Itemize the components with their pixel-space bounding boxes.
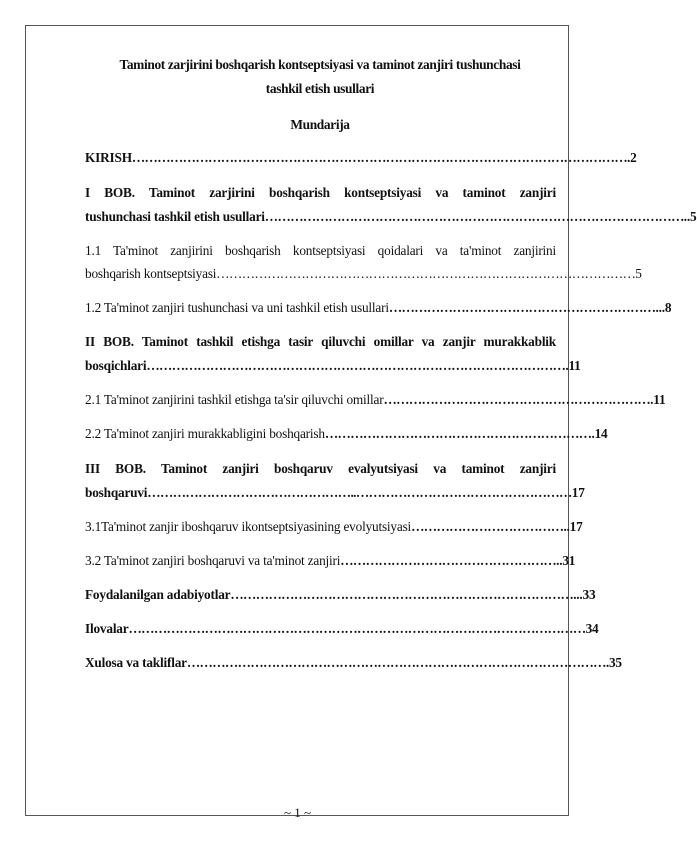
toc-entry-label: 1.2 Ta'minot zanjiri tushunchasi va uni tashkil etish usullari	[85, 300, 389, 315]
toc-entry-1-1[interactable]	[85, 266, 642, 282]
toc-page-number: .2	[627, 150, 637, 165]
dot-leader: …………………………………………..……………………………………………	[147, 485, 572, 500]
toc-entry-label: 3.2 Ta'minot zanjiri boshqaruvi va ta'minot zanjiri	[85, 553, 341, 568]
toc-entry-conclusion[interactable]	[85, 655, 622, 671]
toc-entry-label: Ilovalar	[85, 621, 129, 636]
toc-entry-label: boshqarish kontseptsiyasi	[85, 266, 217, 281]
toc-page-number: 34	[585, 621, 599, 636]
toc-entry-label: Xulosa va takliflar	[85, 655, 187, 670]
dot-leader: ……………………………………………	[340, 553, 557, 568]
toc-entry-label: boshqaruvi	[85, 485, 148, 500]
toc-entry-chapter1[interactable]	[85, 209, 697, 225]
dot-leader: ………………………………………………………………………………………………………	[131, 150, 628, 165]
dot-leader: ………………………………………………………	[383, 392, 651, 407]
toc-entry-kirish[interactable]	[85, 150, 637, 166]
toc-entry-label: 2.2 Ta'minot zanjiri murakkabligini boshqarish	[85, 426, 325, 441]
toc-page-number: ...8	[655, 300, 672, 315]
toc-entry-bibliography[interactable]	[85, 587, 596, 603]
dot-leader: ………………………………………………………………………………………	[186, 655, 606, 670]
document-title-line2: tashkil etish usullari	[265, 81, 375, 96]
toc-page-number: .11	[565, 358, 581, 373]
toc-page-number: ..31	[556, 553, 576, 568]
toc-entry-chapter2[interactable]	[85, 358, 581, 374]
toc-entry-2-2[interactable]	[85, 426, 608, 442]
toc-entry-label: KIRISH	[85, 150, 132, 165]
toc-entry-chapter2-line1[interactable]: II BOB. Taminot tashkil etishga tasir qiluvchi omillar va zanjir murakkablik	[85, 334, 556, 349]
dot-leader: ………………………………………………………	[324, 426, 592, 441]
dot-leader: ………………………………………………………………………………………	[264, 209, 684, 224]
page-border	[25, 25, 572, 816]
page-number-footer: ~ 1 ~	[283, 805, 312, 820]
toc-entry-3-1[interactable]	[85, 519, 583, 535]
dot-leader: ………………………………………………………………………………………	[216, 266, 636, 281]
toc-page-number: .11	[650, 392, 666, 407]
dot-leader: ………………………………………………………	[388, 300, 656, 315]
dot-leader: ………………………………………………………………………………………………	[128, 621, 586, 636]
toc-entry-chapter3-line1[interactable]: III BOB. Taminot zanjiri boshqaruv evalyutsiyasi va taminot zanjiri	[85, 461, 556, 476]
toc-entry-1-2[interactable]	[85, 300, 672, 316]
toc-entry-chapter1-line1[interactable]: I BOB. Taminot zarjirini boshqarish kontseptsiyasi va taminot zanjiri	[85, 185, 556, 200]
toc-entry-label: 2.1 Ta'minot zanjirini tashkil etishga ta'sir qiluvchi omillar	[85, 392, 384, 407]
toc-page-number: .14	[591, 426, 608, 441]
toc-entry-3-2[interactable]	[85, 553, 576, 569]
document-title-line1: Taminot zarjirini boshqarish kontseptsiyasi va taminot zanjiri tushunchasi	[119, 57, 521, 72]
toc-page-number: ...33	[573, 587, 596, 602]
toc-entry-1-1-line1[interactable]: 1.1 Ta'minot zanjirini boshqarish kontseptsiyasi qoidalari va ta'minot zanjirini	[85, 243, 556, 258]
dot-leader: ………………………………………………………………………………………	[146, 358, 566, 373]
toc-page-number: ..5	[683, 209, 697, 224]
toc-page-number: ..17	[563, 519, 583, 534]
toc-entry-2-1[interactable]	[85, 392, 666, 408]
toc-heading: Mundarija	[290, 117, 350, 132]
toc-entry-appendices[interactable]	[85, 621, 599, 637]
toc-entry-label: Foydalanilgan adabiyotlar	[85, 587, 231, 602]
dot-leader: ………………………………………………………………………	[230, 587, 574, 602]
dot-leader: ………………………………	[411, 519, 564, 534]
toc-page-number: 5	[635, 266, 642, 281]
toc-page-number: 17	[571, 485, 585, 500]
toc-entry-label: 3.1Ta'minot zanjir iboshqaruv ikontseptsiyasining evolyutsiyasi	[85, 519, 412, 534]
toc-entry-label: bosqichlari	[85, 358, 147, 373]
toc-entry-label: tushunchasi tashkil etish usullari	[85, 209, 265, 224]
toc-page-number: .35	[605, 655, 622, 670]
toc-entry-chapter3[interactable]	[85, 485, 585, 501]
